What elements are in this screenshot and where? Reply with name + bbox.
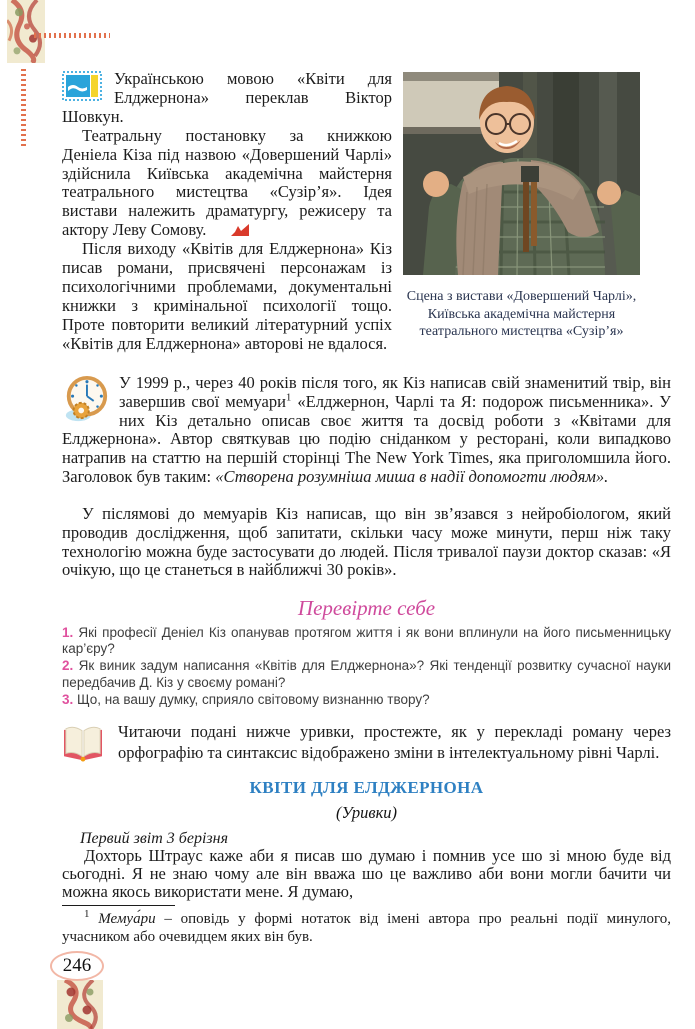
excerpt-entry-heading: Первий звіт 3 берізня (80, 830, 228, 847)
intro-column (62, 70, 392, 354)
question-item (62, 658, 671, 690)
corner-ornament (7, 0, 45, 63)
footnote-rule (62, 905, 175, 906)
dashed-divider-horizontal (34, 33, 110, 38)
footnote (62, 908, 671, 947)
page-number-badge (50, 951, 104, 981)
question-item (62, 625, 671, 657)
photo-caption: Сцена з вистави «Довершений Чарлі», Київська академічна майстерня театрального мистецтва «Сузір’я» (406, 289, 637, 339)
ukraine-stamp-icon (62, 71, 102, 101)
footnote-number: 1 (84, 908, 90, 920)
red-arrow-icon (210, 223, 230, 237)
questions-list (62, 625, 671, 709)
open-book-icon (62, 724, 104, 762)
clock-icon (62, 374, 110, 424)
memoirs-text-after-sup: «Елджернон, Чарлі та Я: подорож письменника». У них Кіз детально описав своє життя та досвід роботи з «Квітами для Елджернона». Автор святкував цю подію сніданком у ресторані, коли випадково натрапив на статтю на першій сторінці The New York Times, яка приголомшила його. Заголовок був таким: (62, 391, 671, 486)
question-text: Що, на вашу думку, сприяло світовому визнанню твору? (77, 691, 430, 707)
question-text: Як виник задум написання «Квітів для Елджернона»? Які тенденції розвитку сучасної науки передбачив Д. Кіз у своєму романі? (62, 658, 671, 690)
question-number: 2. (62, 658, 74, 674)
paragraph-after-success: Після виходу «Квітів для Елджернона» Кіз писав романи, присвячені персонажам із психологічними проблемами, документальні книжки з кримінальної психології тощо. Проте повторити великий літературний успіх «Квітів для Елджернона» авторові не вдалося. (62, 239, 392, 353)
page-number: 246 (62, 955, 92, 976)
question-number: 1. (62, 625, 74, 640)
dashed-divider-vertical (21, 66, 26, 146)
paragraph-afterword: У післямові до мемуарів Кіз написав, що він зв’язався з нейробіологом, який проводив дослідження, щоб запитати, скільки часу може минути, перш ніж таку технологію можна буде застосувати до людей. Після тривалої паузи доктор сказав: «Я очікую, що це станеться в найближчі 30 років». (62, 504, 671, 580)
question-text: Які професії Деніел Кіз опанував протягом життя і як вони вплинули на його письменницьку кар’єру? (62, 625, 671, 657)
paragraph-translation-text: Українською мовою «Квіти для Елджернона» переклав Віктор Шовкун. (62, 69, 392, 126)
paragraph-translation (62, 70, 392, 127)
excerpt-subtitle: (Уривки) (335, 803, 398, 822)
reading-task-text: Читаючи подані нижче уривки, простежте, як у перекладі роману через орфографію та синтаксис відображено зміни в інтелектуальному рівні Чарлі. (118, 722, 671, 762)
paragraph-theatre (62, 127, 392, 240)
question-item (62, 692, 671, 708)
excerpt-title: КВІТИ ДЛЯ ЕЛДЖЕРНОНА (249, 778, 484, 797)
check-yourself-heading: Перевірте себе (297, 596, 436, 620)
memoirs-text-before-sup: У 1999 р., через 40 років після того, як Кіз написав свій знаменитий твір, він завершив свої мемуари (119, 373, 671, 411)
paragraph-memoirs (62, 374, 671, 487)
footnote-term: Мемуа́ри (98, 911, 156, 927)
paragraph-theatre-text: Театральну постановку за книжкою Деніела Кіза під назвою «Довершений Чарлі» здійснила Київська академічна майстерня театрального мистецтва «Сузір’я». Ідея вистави належить драматургу, режисеру та актору Леву Сомову. (62, 125, 392, 240)
footnote-ref: 1 (285, 391, 292, 404)
footnote-definition: – оповідь у формі нотаток від імені автора про реальні події минулого, учасником або очевидцем яких він був. (62, 911, 671, 945)
headline-quote: «Створена розумніша миша в надії допомогти людям». (215, 466, 609, 486)
theatre-photo-figure (403, 72, 640, 341)
bottom-ornament (57, 980, 103, 1029)
theatre-scene-photo (403, 72, 640, 275)
reading-task (62, 722, 671, 764)
question-number: 3. (62, 691, 74, 707)
excerpt-body: Дохторь Штраус каже аби я писав шо думаю і помнив усе шо зі мною буде від сьогодні. Я не знаю чому але він вважа шо це важливо аби вони могли бачити чи можна якось використати мене. Я думаю, (62, 846, 671, 901)
